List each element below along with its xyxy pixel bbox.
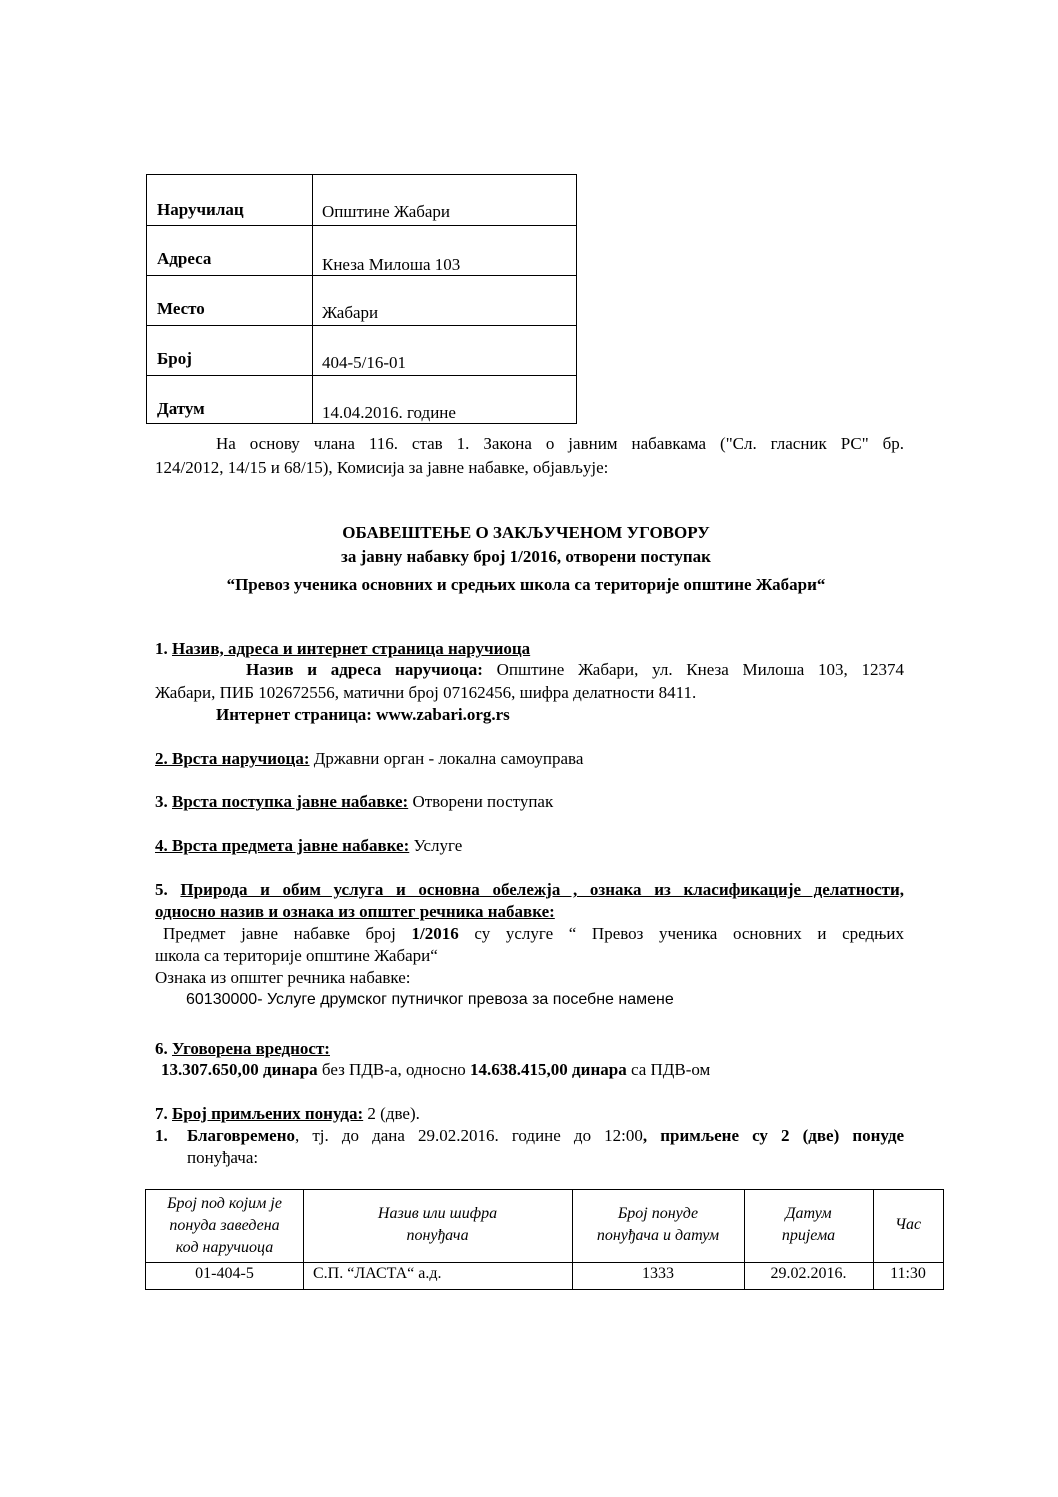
header-label: Датум (157, 399, 205, 418)
section-4 (155, 837, 462, 854)
header-value: Општине Жабари (322, 202, 451, 221)
section-value: 2 (две). (363, 1104, 420, 1123)
section-title: . Врста наручиоца: (163, 749, 310, 768)
header-line: код наручиоца (175, 1239, 274, 1256)
offers-cell-registration: 01-404-5 (195, 1265, 254, 1282)
section-5-text-1 (163, 925, 904, 942)
offers-cell-receipt-date: 29.02.2016. (770, 1265, 847, 1282)
section-1-name-line-2: Жабари, ПИБ 102672556, матични број 07162456, шифра делатности 8411. (155, 683, 697, 702)
offers-cell-time: 11:30 (890, 1265, 926, 1282)
header-info-table (146, 174, 577, 424)
text-part: Предмет јавне набавке број (163, 924, 412, 943)
procurement-number: 1/2016 (411, 924, 459, 943)
section-title: Врста поступка јавне набавке: (172, 792, 409, 811)
offers-cell-bidder: С.П. “ЛАСТА“ а.д. (313, 1265, 442, 1282)
offers-header-registration (146, 1193, 303, 1259)
section-number: 2 (155, 749, 164, 768)
text-part: са ПДВ-ом (626, 1060, 711, 1079)
section-title: Уговорена вредност: (172, 1039, 330, 1058)
text-part: , примљене су 2 (две) понуде (642, 1126, 904, 1145)
offers-header-receipt-date (744, 1203, 873, 1247)
document-subtitle: за јавну набавку број 1/2016, отворени поступак (341, 547, 711, 566)
header-line: Број под којим је (167, 1195, 282, 1212)
header-row-address (147, 225, 576, 275)
intro-line-2: 124/2012, 14/15 и 68/15), Комисија за јавне набавке, објављује: (155, 458, 609, 477)
header-label: Место (157, 299, 205, 318)
header-line: Назив или шифра (377, 1205, 498, 1222)
header-value: 404-5/16-01 (322, 353, 407, 372)
section-5-heading-1 (155, 881, 904, 898)
section-title: Природа и обим услуга и основна обележја , ознака из класификације делатности, (180, 880, 905, 899)
header-row-date (147, 375, 576, 423)
header-line: понуда заведена (169, 1217, 280, 1234)
text-part: Благовремено (187, 1126, 296, 1145)
section-value: Услуге (409, 836, 463, 855)
document-title: ОБАВЕШТЕЊЕ О ЗАКЉУЧЕНОМ УГОВОРУ (342, 523, 710, 542)
section-title: Број примљених понуда: (172, 1104, 364, 1123)
list-number: 1. (155, 1126, 168, 1145)
offers-cell-offer-number: 1333 (642, 1265, 674, 1282)
header-line: Број понуде (617, 1205, 699, 1222)
amount-gross: 14.638.415,00 динара (470, 1060, 627, 1079)
amount-net: 13.307.650,00 динара (161, 1060, 318, 1079)
text-part: без ПДВ-а, односно (317, 1060, 471, 1079)
section-5-text-3: Ознака из општег речника набавке: (155, 968, 411, 987)
header-row-number (147, 325, 576, 375)
header-value: Жабари (322, 303, 379, 322)
section-7-heading (155, 1105, 420, 1122)
header-label: Наручилац (157, 200, 244, 219)
header-line: понуђача (406, 1227, 469, 1244)
contract-value (161, 1061, 710, 1078)
field-label: Назив и адреса наручиоца: (246, 660, 483, 679)
header-label: Адреса (157, 249, 212, 268)
section-number: 3. (155, 792, 172, 811)
header-line: понуђача и датум (596, 1227, 720, 1244)
section-value: Отворени поступак (408, 792, 554, 811)
offers-table (145, 1189, 944, 1290)
section-2 (155, 750, 583, 767)
section-7-item (187, 1127, 904, 1144)
offers-header-time (873, 1214, 943, 1236)
field-value: Општине Жабари, ул. Кнеза Милоша 103, 12374 (482, 660, 904, 679)
header-line: Час (894, 1216, 922, 1233)
field-label: Интернет страница: (216, 705, 377, 724)
header-line: Датум (785, 1205, 832, 1222)
section-3 (155, 793, 553, 810)
section-5-heading-2: односно назив и ознака из општег речника набавке: (155, 902, 555, 921)
section-6-heading (155, 1040, 330, 1057)
website-link[interactable]: www.zabari.org.rs (376, 705, 510, 724)
text-part: су услуге “ Превоз ученика основних и средњих (458, 924, 904, 943)
section-1-name-line (246, 661, 904, 678)
offers-header-offer-number (572, 1203, 744, 1247)
section-value: Државни орган - локална самоуправа (309, 749, 584, 768)
header-value: Кнеза Милоша 103 (322, 255, 461, 274)
section-number: 1. (155, 639, 172, 658)
section-number: 5. (155, 880, 181, 899)
procurement-subject: “Превоз ученика основних и средњих школа са територије општине Жабари“ (226, 575, 826, 594)
section-1-web (216, 706, 510, 723)
section-1-heading (155, 640, 530, 657)
cpv-code: 60130000- Услуге друмског путничког превоза за посебне намене (186, 991, 674, 1008)
section-number: 7. (155, 1104, 172, 1123)
intro-line-1: На основу члана 116. став 1. Закона о јавним набавкама ("Сл. гласник РС" бр. (216, 434, 904, 453)
header-value: 14.04.2016. године (322, 403, 456, 422)
section-title: Назив, адреса и интернет страница наручиоца (172, 639, 531, 658)
header-row-orderer (147, 175, 576, 225)
section-5-text-2: школа са територије општине Жабари“ (155, 946, 438, 965)
header-label: Број (157, 349, 192, 368)
section-7-item-end: понуђача: (187, 1148, 259, 1167)
offers-header-bidder (303, 1203, 572, 1247)
section-title: 4. Врста предмета јавне набавке: (155, 836, 410, 855)
text-part: , тј. до дана 29.02.2016. године до 12:00 (295, 1126, 643, 1145)
header-row-place (147, 275, 576, 325)
section-number: 6. (155, 1039, 172, 1058)
header-line: пријема (781, 1227, 836, 1244)
